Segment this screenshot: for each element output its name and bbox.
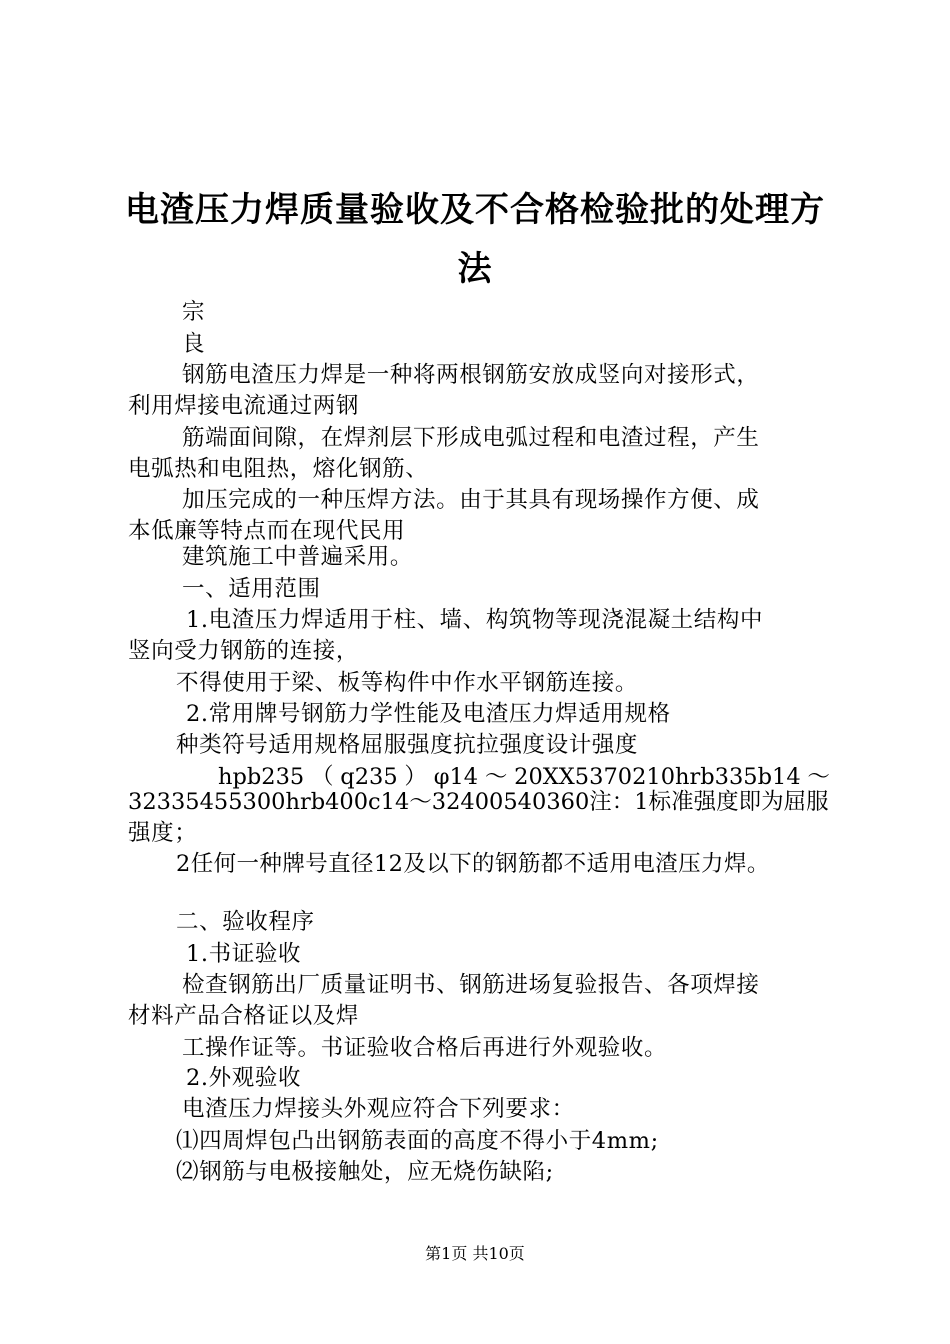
paragraph-line: 电渣压力焊接头外观应符合下列要求： <box>182 1096 575 1122</box>
spec-token: （ <box>311 764 334 790</box>
paragraph-line: 强度； <box>128 820 198 846</box>
document-title-continued: 法 <box>457 249 493 289</box>
paragraph-line: 2任何一种牌号直径12及以下的钢筋都不适用电渣压力焊。 <box>176 851 770 877</box>
author-name-char: 良 <box>182 331 206 357</box>
spec-token: 20XX5370210hrb335b14 <box>514 764 801 790</box>
spec-token: ） <box>404 764 427 790</box>
paragraph-line: 钢筋电渣压力焊是一种将两根钢筋安放成竖向对接形式， <box>182 362 760 388</box>
paragraph-line: 检查钢筋出厂质量证明书、钢筋进场复验报告、各项焊接 <box>182 972 760 998</box>
author-name-char: 宗 <box>182 299 206 325</box>
paragraph-line: 1.电渣压力焊适用于柱、墙、构筑物等现浇混凝土结构中 <box>186 607 764 633</box>
list-item: ⑴四周焊包凸出钢筋表面的高度不得小于4mm; <box>176 1128 659 1154</box>
paragraph-line: 加压完成的一种压焊方法。由于其具有现场操作方便、成 <box>182 487 760 513</box>
paragraph-line: 32335455300hrb400c14～32400540360注：1标准强度即为屈服 <box>128 789 829 815</box>
paragraph-line: 竖向受力钢筋的连接， <box>128 638 360 664</box>
paragraph-line: 电弧热和电阻热，熔化钢筋、 <box>128 456 429 482</box>
paragraph-line: 种类符号适用规格屈服强度抗拉强度设计强度 <box>176 732 639 758</box>
paragraph-line: 不得使用于梁、板等构件中作水平钢筋连接。 <box>176 670 639 696</box>
spec-token: hpb235 <box>218 764 305 790</box>
paragraph-line: 材料产品合格证以及焊 <box>128 1003 360 1029</box>
list-item: ⑵钢筋与电极接触处，应无烧伤缺陷; <box>176 1159 554 1185</box>
subsection-heading: 1.书证验收 <box>186 941 302 967</box>
paragraph-line: 工操作证等。书证验收合格后再进行外观验收。 <box>182 1035 668 1061</box>
paragraph-line: 建筑施工中普遍采用。 <box>182 544 414 570</box>
paragraph-line: 筋端面间隙，在焊剂层下形成电弧过程和电渣过程，产生 <box>182 425 760 451</box>
paragraph-line: 2.常用牌号钢筋力学性能及电渣压力焊适用规格 <box>186 701 671 727</box>
section-heading: 一、适用范围 <box>182 576 321 602</box>
section-heading: 二、验收程序 <box>176 909 315 935</box>
spec-token: q235 <box>340 764 398 790</box>
subsection-heading: 2.外观验收 <box>186 1065 302 1091</box>
spec-token: ～ <box>484 764 508 790</box>
paragraph-line: 利用焊接电流通过两钢 <box>128 393 360 419</box>
page-number-footer: 第1页 共10页 <box>425 1244 525 1263</box>
paragraph-line: 本低廉等特点而在现代民用 <box>128 518 406 544</box>
spec-token: φ14 <box>433 764 479 790</box>
document-title: 电渣压力焊质量验收及不合格检验批的处理方 <box>125 190 825 230</box>
spec-token: ～ <box>807 764 830 790</box>
